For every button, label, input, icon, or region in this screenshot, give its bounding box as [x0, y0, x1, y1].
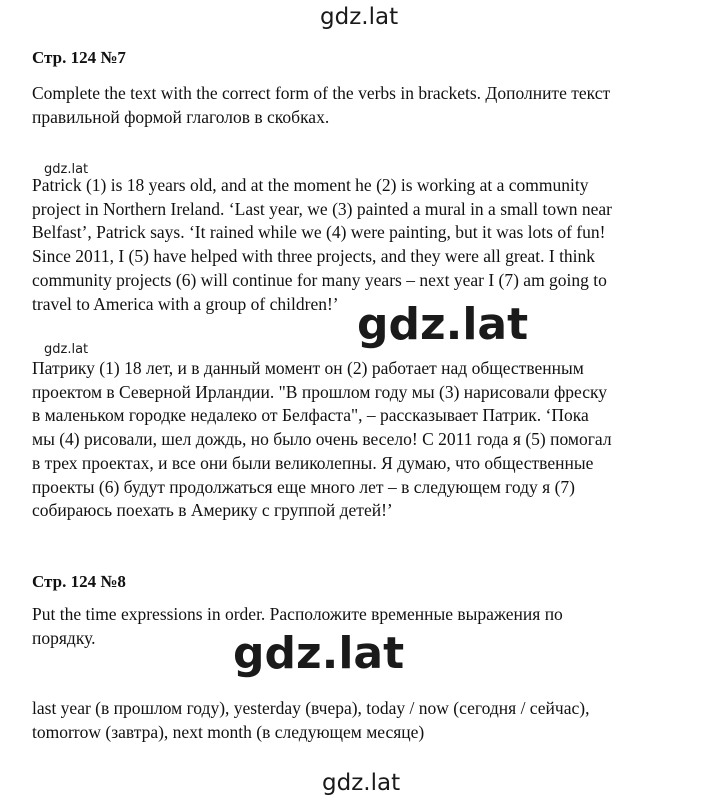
exercise-7-instruction: [32, 82, 692, 129]
watermark-top: gdz.lat: [320, 4, 399, 30]
text-line: Patrick (1) is 18 years old, and at the moment he (2) is working at a community: [32, 175, 589, 195]
text-line: Since 2011, I (5) have helped with three projects, and they were all great. I think: [32, 246, 596, 267]
text-line: Put the time expressions in order. Расположите временные выражения по: [32, 604, 563, 624]
text-line: проектом в Северной Ирландии. "В прошлом году мы (3) нарисовали фреску: [32, 381, 608, 402]
text-line: tomorrow (завтра), next month (в следующем месяце): [32, 721, 425, 742]
text-line: собираюсь поехать в Америку с группой детей!’: [32, 500, 393, 521]
watermark-large-2: gdz.lat: [233, 628, 405, 679]
text-line: last year (в прошлом году), yesterday (вчера), today / now (сегодня / сейчас),: [32, 698, 590, 718]
text-line: проекты (6) будут продолжаться еще много лет – в следующем году я (7): [32, 476, 576, 497]
text-line: мы (4) рисовали, шел дождь, но было очень весело! С 2011 года я (5) помогал: [32, 429, 612, 450]
text-line: community projects (6) will continue for many years – next year I (7) am going to: [32, 269, 607, 290]
text-line: в маленьком городке недалеко от Белфаста", – рассказывает Патрик. ‘Пока: [32, 405, 589, 426]
watermark-small-2: gdz.lat: [44, 342, 89, 357]
text-line: Belfast’, Patrick says. ‘It rained while we (4) were painting, but it was lots of fun!: [32, 222, 606, 243]
exercise-8-answer: [32, 697, 692, 744]
exercise-7-russian-text: [32, 357, 692, 523]
text-line: в трех проектах, и все они были великолепны. Я думаю, что общественные: [32, 452, 594, 473]
watermark-small-1: gdz.lat: [44, 162, 89, 177]
text-line: travel to America with a group of children!’: [32, 293, 339, 314]
exercise-8-heading: Стр. 124 №8: [32, 572, 126, 591]
text-line: Complete the text with the correct form of the verbs in brackets. Дополните текст: [32, 83, 611, 103]
text-line: project in Northern Ireland. ‘Last year, we (3) painted a mural in a small town near: [32, 198, 612, 219]
text-line: порядку.: [32, 627, 96, 648]
exercise-7-heading: Стр. 124 №7: [32, 48, 126, 67]
watermark-bottom: gdz.lat: [322, 770, 401, 796]
text-line: правильной формой глаголов в скобках.: [32, 106, 330, 127]
text-line: Патрику (1) 18 лет, и в данный момент он (2) работает над общественным: [32, 358, 584, 378]
watermark-large-1: gdz.lat: [357, 299, 529, 350]
exercise-7-english-text: [32, 174, 692, 316]
